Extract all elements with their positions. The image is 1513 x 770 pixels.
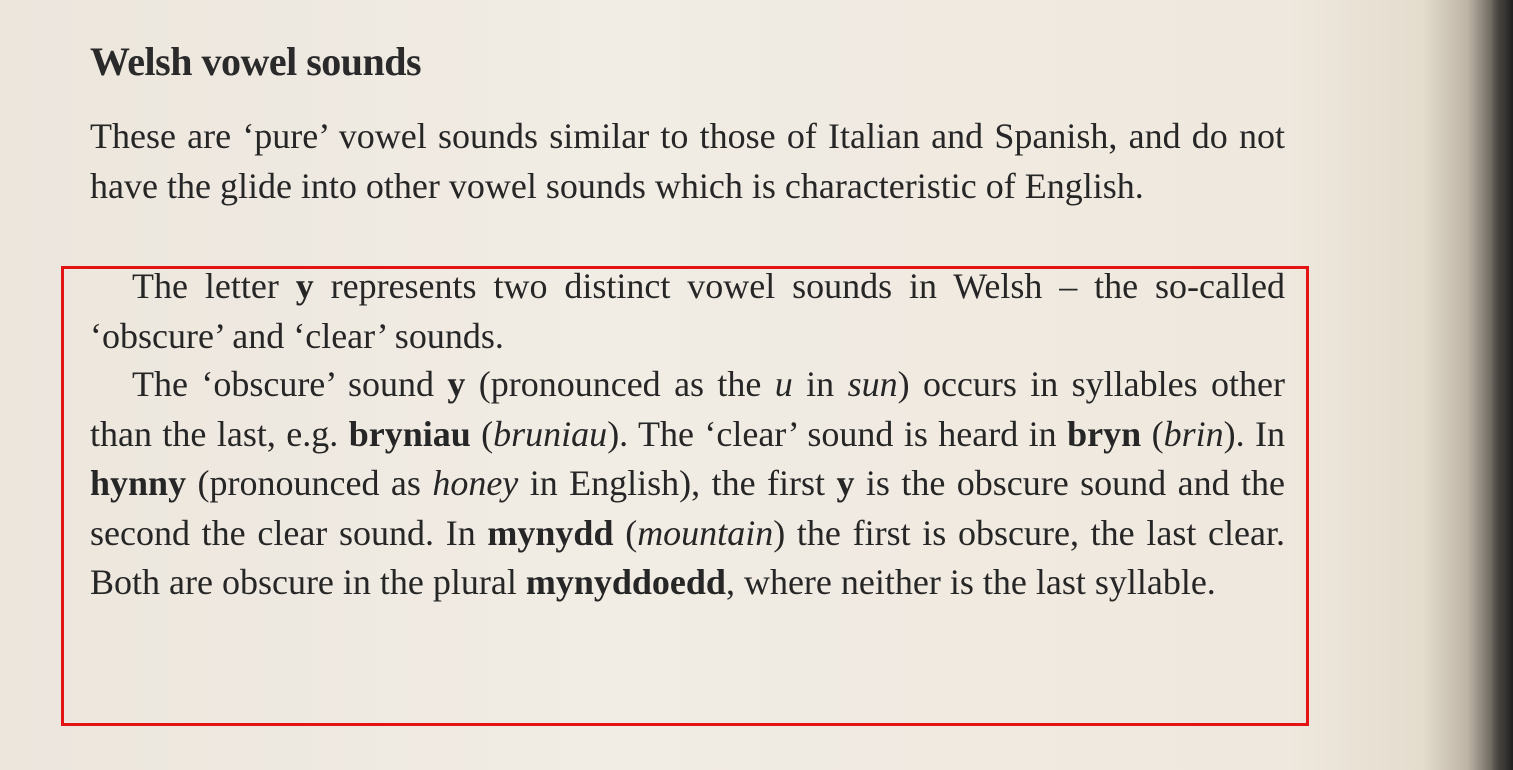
- text-run: ) the first is obscure, the last clear. Both are obscure in the plural: [90, 512, 1285, 602]
- section-heading: Welsh vowel sounds: [90, 39, 422, 84]
- text-run: ) occurs in syllables other than the last, e.g.: [90, 364, 1285, 454]
- text-run: The ‘obscure’ sound: [132, 364, 448, 404]
- text-run: is the obscure sound and the second the clear sound. In: [90, 463, 1286, 553]
- text-run: (: [470, 413, 494, 454]
- text-run: , where neither is the last syllable.: [725, 562, 1216, 602]
- welsh-term: bryniau: [348, 413, 471, 454]
- text-run: (pronounced as: [186, 463, 433, 503]
- letter-y-paragraph: [90, 262, 1285, 361]
- welsh-term: y: [295, 266, 314, 306]
- text-run: ). The ‘clear’ sound is heard in: [607, 413, 1068, 454]
- english-term: honey: [432, 463, 519, 503]
- english-term: sun: [847, 364, 898, 404]
- welsh-term: bryn: [1067, 413, 1142, 454]
- text-run: (pronounced as the: [465, 364, 775, 404]
- text-run: (: [613, 512, 638, 553]
- intro-paragraph: These are ‘pure’ vowel sounds similar to those of Italian and Spanish, and do not have the glide into other vowel sounds which is characteristic of English.: [90, 116, 1285, 206]
- text-run: in English), the first: [518, 463, 837, 503]
- english-term: u: [774, 364, 793, 404]
- translation: mountain: [637, 512, 774, 553]
- pronunciation: bruniau: [493, 413, 608, 454]
- welsh-term: hynny: [90, 463, 187, 503]
- text-run: in: [792, 364, 848, 404]
- welsh-term: mynydd: [487, 512, 614, 553]
- text-run: (: [1141, 413, 1164, 454]
- text-run: The letter: [132, 266, 296, 306]
- welsh-term: y: [447, 364, 466, 404]
- welsh-term: y: [836, 463, 855, 503]
- text-run: ). In: [1223, 413, 1285, 454]
- welsh-term: mynyddoedd: [525, 562, 726, 602]
- page-gutter-shadow: [1491, 0, 1513, 770]
- pronunciation: brin: [1163, 413, 1224, 454]
- obscure-sound-paragraph: [90, 360, 1285, 608]
- text-run: represents two distinct vowel sounds in Welsh – the so-called ‘obscure’ and ‘clear’ sounds.: [90, 266, 1285, 356]
